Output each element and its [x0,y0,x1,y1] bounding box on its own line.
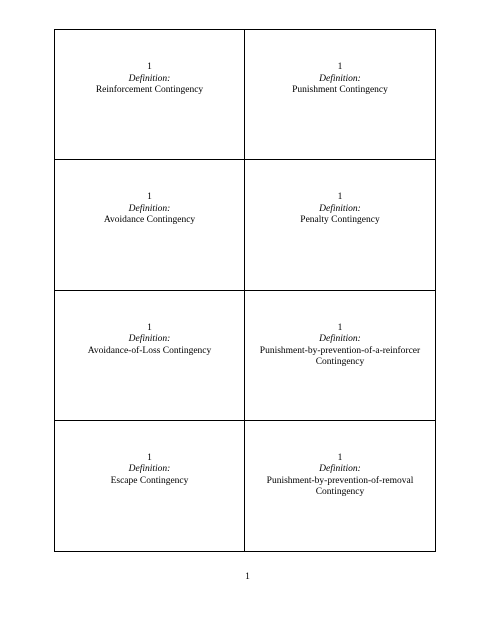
flashcard [245,421,435,551]
term-text: Avoidance-of-Loss Contingency [87,345,212,356]
card-number: 1 [147,192,152,203]
definition-label: Definition: [128,464,171,475]
flashcard [55,421,245,551]
flashcard [55,291,245,421]
card-number: 1 [337,192,343,203]
term-text: Penalty Contingency [300,215,380,226]
flashcard-text [251,323,429,369]
flashcard [245,291,435,421]
term-text: Avoidance Contingency [103,215,196,226]
flashcard [245,160,435,290]
term-text: Escape Contingency [110,475,189,486]
term-text: Punishment-by-prevention-of-removal Contingency [266,475,414,498]
flashcard-text [251,192,429,227]
flashcard [55,30,245,160]
flashcard-text [61,192,238,227]
term-text: Punishment Contingency [292,85,388,95]
flashcard [245,30,435,160]
term-text: Punishment-by-prevention-of-a-reinforcer Contingency [259,345,421,367]
flashcard-grid [54,29,436,552]
definition-label: Definition: [319,73,361,84]
card-number: 1 [337,62,343,72]
definition-label: Definition: [319,334,361,344]
term-text: Reinforcement Contingency [95,85,204,95]
definition-label: Definition: [128,203,171,214]
definition-label: Definition: [128,334,171,344]
card-number: 1 [337,322,343,333]
flashcard-text [251,453,429,499]
flashcard-text [61,323,238,358]
flashcard-text [61,453,238,488]
flashcard-text [61,62,238,97]
flashcard [55,160,245,290]
definition-label: Definition: [128,73,171,84]
page-number: 1 [245,572,250,582]
definition-label: Definition: [319,203,361,214]
card-number: 1 [147,452,152,463]
card-number: 1 [147,62,152,72]
card-number: 1 [337,452,343,463]
flashcard-text [251,62,429,97]
definition-label: Definition: [319,464,361,475]
card-number: 1 [147,322,152,333]
